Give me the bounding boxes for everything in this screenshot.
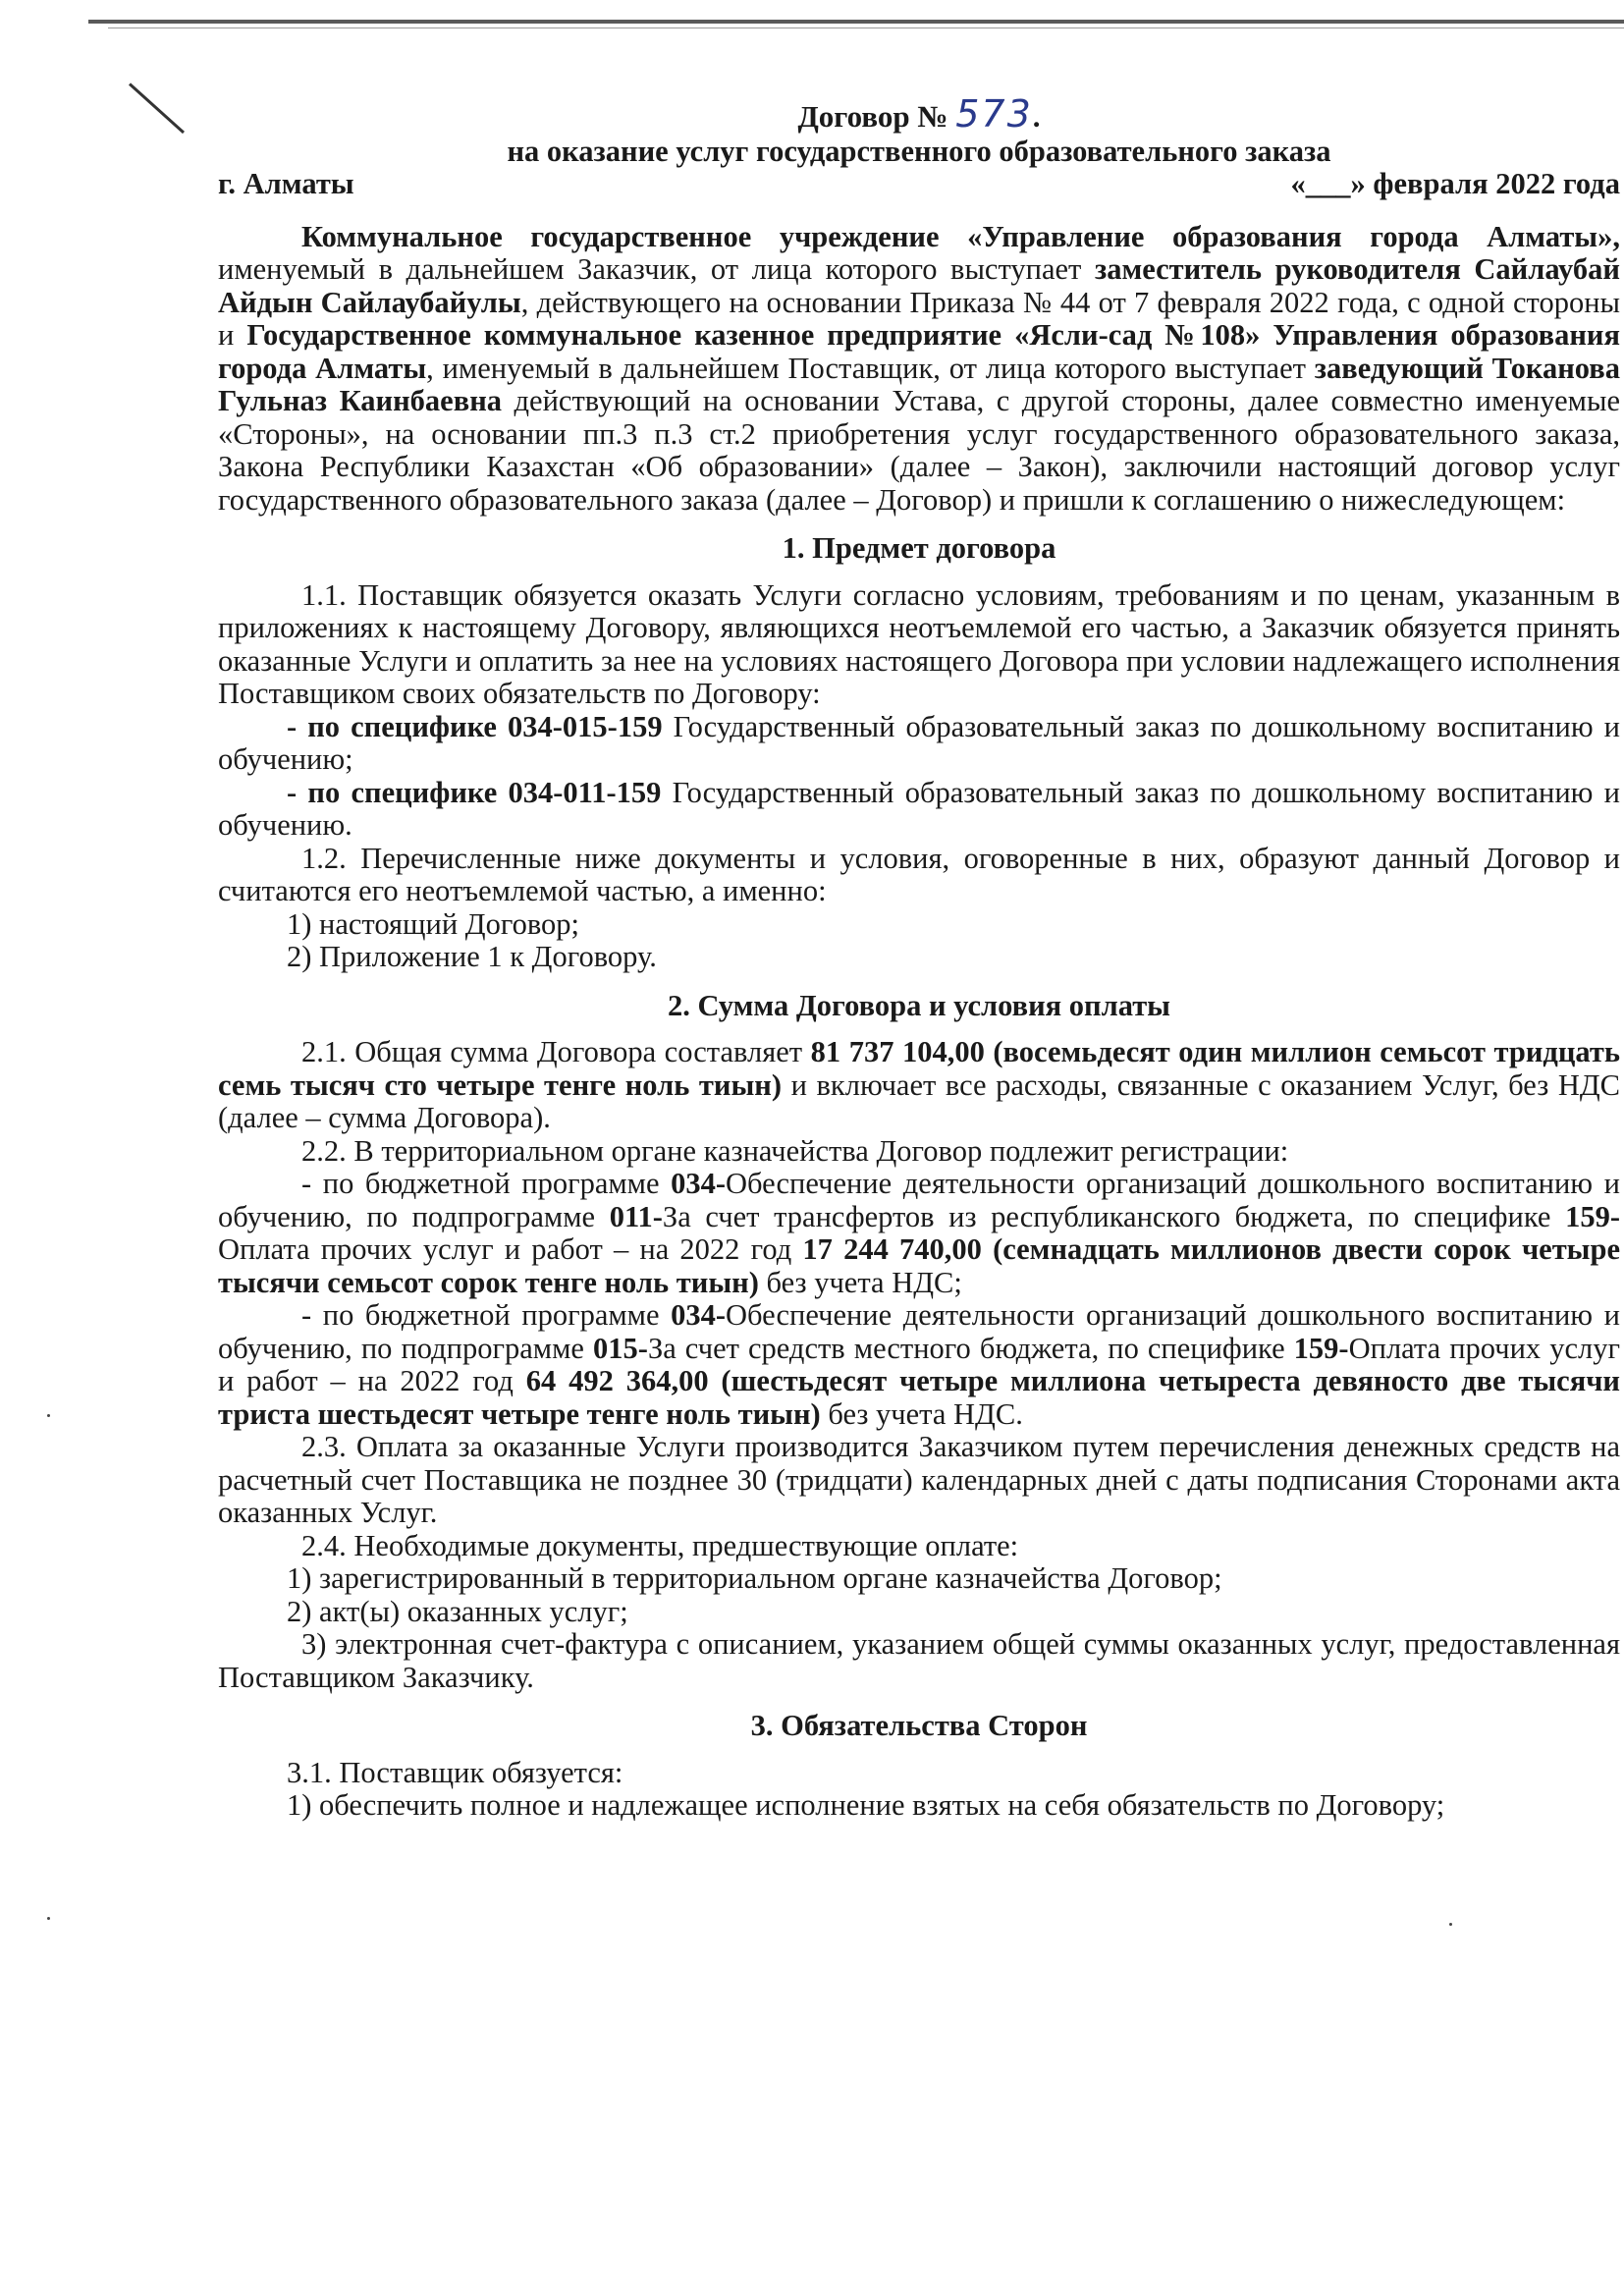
budget-text: Обеспечение деятельности организаций дошкольного воспитанию и обучению, по подпрограмме — [218, 1298, 1620, 1365]
spec-text: Государственный образовательный заказ по дошкольному воспитанию и обучению; — [218, 709, 1620, 776]
city: г. Алматы — [218, 167, 354, 200]
program-code: 034- — [671, 1167, 727, 1200]
clause-text: и включает все расходы, связанные с оказанием Услуг, без НДС (далее – сумма Договора). — [218, 1067, 1621, 1134]
budget-line-011 — [218, 1168, 1620, 1299]
program-code: 034- — [671, 1298, 727, 1332]
subprogram-code: 015- — [593, 1331, 648, 1365]
intro-text: , действующего на основании Приказа № 44 от 7 февраля 2022 года, с одной стороны и — [218, 285, 1621, 352]
clause-1-1: 1.1. Поставщик обязуется оказать Услуги согласно условиям, требованиям и по ценам, указанным в приложениях к настоящему Договору, являющихся неотъемлемой его частью, а Заказчик обязуется принять оказанные Услуги и оплатить за нее на условиях настоящего Договора при условии надлежащего исполнения Поставщиком своих обязательств по Договору: — [218, 577, 1620, 710]
list-item: 3) электронная счет-фактура с описанием, указанием общей суммы оказанных услуг, предоставленная Поставщиком Заказчику. — [218, 1627, 1620, 1694]
contract-sum: 81 737 104,00 (восемьдесят один миллион семьсот тридцать семь тысяч сто четыре тенге ноль тиын) — [218, 1035, 1620, 1102]
city-date-row — [218, 168, 1620, 201]
customer-representative: заместитель руководителя Сайлаубай Айдын Сайлаубайулы — [218, 252, 1620, 319]
budget-text: без учета НДС; — [758, 1265, 962, 1299]
clause-2-4: 2.4. Необходимые документы, предшествующие оплате: — [301, 1528, 1019, 1562]
budget-sum: 64 492 364,00 (шестьдесят четыре миллиона четыреста девяносто две тысячи триста шестьдесят четыре тенге ноль тиын) — [218, 1364, 1620, 1431]
clause-3-1: 3.1. Поставщик обязуется: — [287, 1755, 623, 1789]
scan-edge-line-thin — [108, 27, 1624, 28]
subprogram-code: 011- — [609, 1199, 663, 1233]
budget-text: Оплата прочих услуг и работ – на 2022 год — [218, 1331, 1620, 1397]
list-item: 2) акт(ы) оказанных услуг; — [287, 1594, 628, 1628]
clause-text: 2.1. Общая сумма Договора составляет — [301, 1035, 811, 1068]
section-2-title: 2. Сумма Договора и условия оплаты — [667, 988, 1170, 1022]
budget-text: - по бюджетной программе — [301, 1298, 672, 1332]
spec-code: 159- — [1293, 1331, 1349, 1365]
title-text: Договор № — [797, 99, 948, 134]
list-item: 1) зарегистрированный в территориальном органе казначейства Договор; — [287, 1561, 1222, 1595]
clause-2-1 — [218, 1036, 1620, 1135]
budget-text: Оплата прочих услуг и работ – на 2022 год — [218, 1232, 803, 1266]
spec-code: 159- — [1565, 1199, 1620, 1233]
spec-code: - по специфике 034-011-159 — [287, 775, 662, 809]
intro-text: , именуемый в дальнейшем Поставщик, от лица которого выступает — [426, 351, 1315, 385]
scan-mark — [129, 82, 185, 134]
budget-text: без учета НДС. — [820, 1396, 1023, 1431]
spec-code: - по специфике 034-015-159 — [287, 709, 663, 743]
supplier-representative: заведующий Токанова Гульназ Каинбаевна — [218, 351, 1620, 417]
document-page — [218, 92, 1621, 1823]
scan-edge-line — [88, 20, 1624, 24]
budget-text: - по бюджетной программе — [301, 1167, 672, 1200]
budget-text: За счет трансфертов из республиканского бюджета, по специфике — [662, 1199, 1566, 1233]
list-item: 1) обеспечить полное и надлежащее исполнение взятых на себя обязательств по Договору; — [287, 1788, 1445, 1822]
scan-speck — [47, 1917, 50, 1920]
clause-1-2: 1.2. Перечисленные ниже документы и условия, оговоренные в них, образуют данный Договор и считаются его неотъемлемой частью, а именно: — [218, 841, 1620, 907]
budget-text: Обеспечение деятельности организаций дошкольного воспитанию и обучению, по подпрограмме — [218, 1167, 1620, 1233]
supplier-name: Государственное коммунальное казенное предприятие «Ясли-сад №108» Управления образования города Алматы — [218, 318, 1621, 385]
intro-text: именуемый в дальнейшем Заказчик, от лица которого выступает — [218, 252, 1095, 286]
list-item: 1) настоящий Договор; — [287, 906, 580, 941]
section-3-title: 3. Обязательства Сторон — [750, 1709, 1088, 1742]
scan-speck — [1449, 1923, 1452, 1926]
handwritten-number: 573 — [955, 92, 1033, 136]
contract-date: «___» февраля 2022 года — [1290, 167, 1620, 200]
clause-2-3: 2.3. Оплата за оказанные Услуги производится Заказчиком путем перечисления денежных средств на расчетный счет Поставщика не позднее 30 (тридцати) календарных дней с даты подписания Сторонами акта оказанных Услуг. — [218, 1430, 1620, 1529]
clause-2-2: 2.2. В территориальном органе казначейства Договор подлежит регистрации: — [301, 1133, 1289, 1168]
contract-title: Договор № 573. — [797, 92, 1041, 136]
contract-subtitle: на оказание услуг государственного образовательного заказа — [507, 134, 1331, 168]
bullet-spec-011 — [218, 777, 1620, 843]
intro-text: действующий на основании Устава, с другой стороны, далее совместно именуемые «Стороны», на основании пп.3 п.3 ст.2 приобретения услуг государственного образовательного заказа, Закона Республики Казахстан «Об образовании» (далее – Закон), заключили настоящий договор услуг государственного образовательного заказа (далее – Договор) и пришли к соглашению о нижеследующем: — [218, 384, 1620, 517]
spec-text: Государственный образовательный заказ по дошкольному воспитанию и обучению. — [218, 775, 1621, 842]
list-item: 2) Приложение 1 к Договору. — [287, 940, 657, 973]
budget-sum: 17 244 740,00 (семнадцать миллионов двести сорок четыре тысячи семьсот сорок тенге ноль тиын) — [218, 1232, 1620, 1299]
scan-speck — [47, 1414, 50, 1417]
intro-paragraph — [218, 221, 1620, 518]
budget-text: За счет средств местного бюджета, по специфике — [647, 1331, 1294, 1365]
customer-name: Коммунальное государственное учреждение «Управление образования города Алматы», — [301, 219, 1620, 253]
budget-line-015 — [218, 1299, 1620, 1431]
bullet-spec-015 — [218, 711, 1620, 777]
section-1-title: 1. Предмет договора — [782, 531, 1056, 565]
